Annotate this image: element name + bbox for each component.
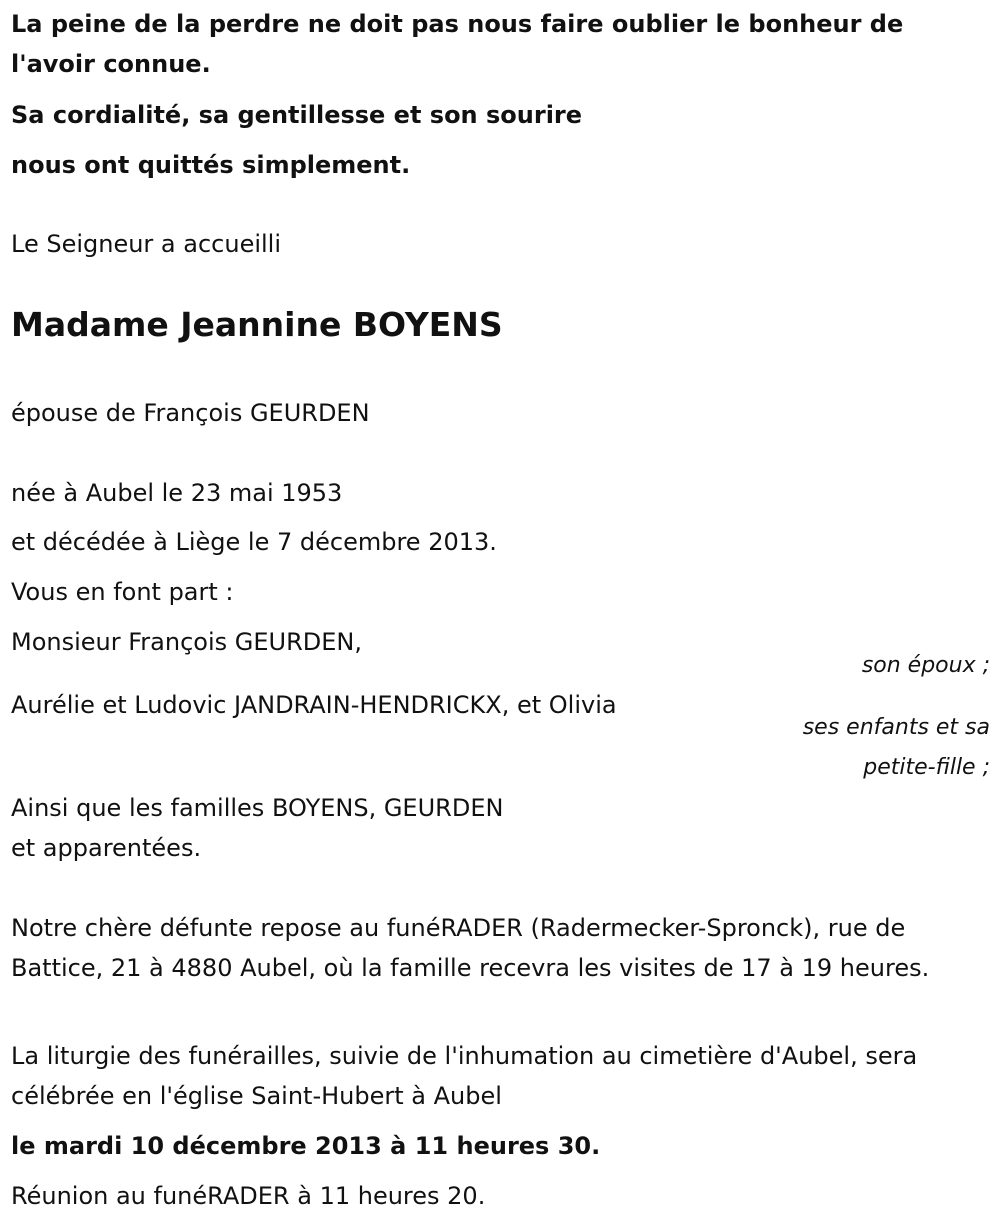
family-row-2-relation-a: ses enfants et sa xyxy=(802,715,990,740)
family-row-2-name: Aurélie et Ludovic JANDRAIN-HENDRICKX, et Olivia xyxy=(11,691,617,719)
announcement-lead: Le Seigneur a accueilli xyxy=(11,230,282,258)
visitation-paragraph: Notre chère défunte repose au funéRADER (Radermecker-Spronck), rue de Battice, 21 à 4880 Aubel, où la famille recevra les visites de 17 à 19 heures. xyxy=(11,914,930,982)
deceased-name: Madame Jeannine BOYENS xyxy=(11,305,503,344)
funeral-date-time: le mardi 10 décembre 2013 à 11 heures 30. xyxy=(11,1132,601,1160)
family-row-1-relation: son époux ; xyxy=(861,653,990,678)
quote-line-3: nous ont quittés simplement. xyxy=(11,151,411,179)
birth-info: née à Aubel le 23 mai 1953 xyxy=(11,479,343,507)
other-families-line-2: et apparentées. xyxy=(11,834,202,862)
other-families-line-1: Ainsi que les familles BOYENS, GEURDEN xyxy=(11,794,504,822)
notice-line: Vous en font part : xyxy=(11,578,234,606)
meeting-info: Réunion au funéRADER à 11 heures 20. xyxy=(11,1182,486,1210)
spouse-of: épouse de François GEURDEN xyxy=(11,399,370,427)
family-row-2-relation-b: petite-fille ; xyxy=(863,755,990,780)
death-info: et décédée à Liège le 7 décembre 2013. xyxy=(11,528,497,556)
quote-line-1: La peine de la perdre ne doit pas nous faire oublier le bonheur de l'avoir connue. xyxy=(11,10,904,78)
liturgy-paragraph: La liturgie des funérailles, suivie de l'inhumation au cimetière d'Aubel, sera célébrée en l'église Saint-Hubert à Aubel xyxy=(11,1042,918,1110)
family-row-1-name: Monsieur François GEURDEN, xyxy=(11,628,362,656)
quote-line-2: Sa cordialité, sa gentillesse et son sourire xyxy=(11,101,583,129)
